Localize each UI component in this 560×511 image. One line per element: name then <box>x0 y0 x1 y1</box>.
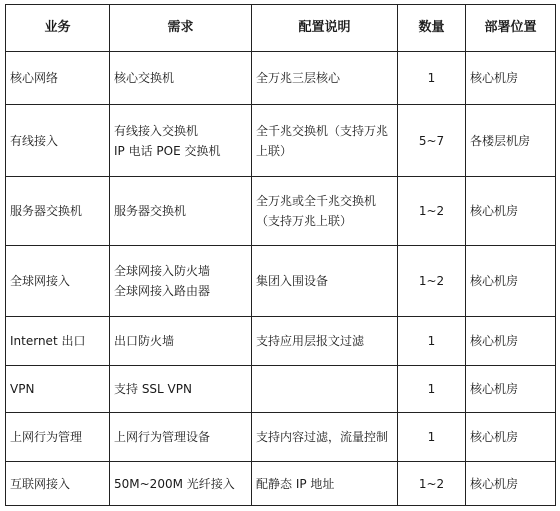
requirements-table <box>5 4 556 506</box>
cell-config: 全万兆三层核心 <box>252 52 398 105</box>
table-row <box>6 105 556 177</box>
cell-business: Internet 出口 <box>6 317 110 366</box>
cell-quantity: 5~7 <box>398 105 466 177</box>
cell-business: 全球网接入 <box>6 246 110 317</box>
cell-quantity: 1 <box>398 413 466 462</box>
header-need: 需求 <box>110 5 252 52</box>
cell-quantity: 1 <box>398 52 466 105</box>
cell-location: 核心机房 <box>466 413 556 462</box>
cell-business: 核心网络 <box>6 52 110 105</box>
cell-business: 有线接入 <box>6 105 110 177</box>
need-line: 核心交换机 <box>114 71 175 85</box>
cell-config: 集团入围设备 <box>252 246 398 317</box>
header-quantity: 数量 <box>398 5 466 52</box>
cell-location: 核心机房 <box>466 177 556 246</box>
table-row <box>6 52 556 105</box>
cell-config: 全千兆交换机（支持万兆上联） <box>252 105 398 177</box>
table-row <box>6 246 556 317</box>
cell-location: 核心机房 <box>466 366 556 413</box>
need-line: 上网行为管理设备 <box>114 430 211 444</box>
cell-location: 核心机房 <box>466 317 556 366</box>
cell-location: 核心机房 <box>466 52 556 105</box>
cell-need <box>110 246 252 317</box>
cell-need <box>110 177 252 246</box>
need-line: 支持 SSL VPN <box>114 382 192 396</box>
need-line: 全球网接入路由器 <box>114 284 211 298</box>
need-line: 服务器交换机 <box>114 204 187 218</box>
cell-business: 上网行为管理 <box>6 413 110 462</box>
cell-quantity: 1~2 <box>398 462 466 506</box>
cell-need <box>110 317 252 366</box>
table-row <box>6 317 556 366</box>
cell-location: 各楼层机房 <box>466 105 556 177</box>
table-row <box>6 366 556 413</box>
cell-business: VPN <box>6 366 110 413</box>
need-line: 全球网接入防火墙 <box>114 264 211 278</box>
cell-need <box>110 366 252 413</box>
header-business: 业务 <box>6 5 110 52</box>
cell-quantity: 1~2 <box>398 177 466 246</box>
cell-config <box>252 366 398 413</box>
cell-business: 服务器交换机 <box>6 177 110 246</box>
cell-config: 支持应用层报文过滤 <box>252 317 398 366</box>
header-config: 配置说明 <box>252 5 398 52</box>
table-row <box>6 462 556 506</box>
need-line: IP 电话 POE 交换机 <box>114 143 221 158</box>
table-container <box>5 4 556 506</box>
cell-location: 核心机房 <box>466 246 556 317</box>
need-line: 50M~200M 光纤接入 <box>114 476 235 491</box>
cell-need <box>110 105 252 177</box>
cell-config: 支持内容过滤，流量控制 <box>252 413 398 462</box>
header-location: 部署位置 <box>466 5 556 52</box>
cell-config: 全万兆或全千兆交换机（支持万兆上联） <box>252 177 398 246</box>
cell-quantity: 1~2 <box>398 246 466 317</box>
cell-need <box>110 413 252 462</box>
cell-location: 核心机房 <box>466 462 556 506</box>
header-row <box>6 5 556 52</box>
need-line: 有线接入交换机 <box>114 123 199 138</box>
need-line: 出口防火墙 <box>114 334 175 348</box>
table-row <box>6 177 556 246</box>
cell-need <box>110 462 252 506</box>
cell-config: 配静态 IP 地址 <box>252 462 398 506</box>
cell-need <box>110 52 252 105</box>
cell-quantity: 1 <box>398 317 466 366</box>
table-row <box>6 413 556 462</box>
cell-quantity: 1 <box>398 366 466 413</box>
cell-business: 互联网接入 <box>6 462 110 506</box>
